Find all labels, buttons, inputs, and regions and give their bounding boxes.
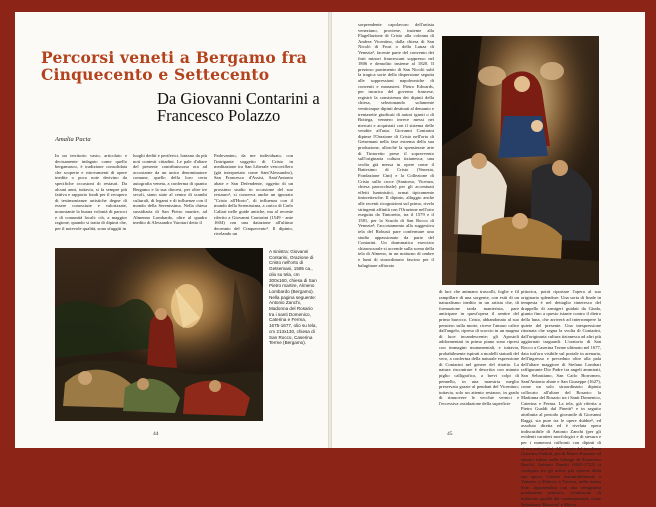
article-author: Amalia Pacia bbox=[55, 136, 91, 143]
painting-image bbox=[55, 248, 263, 421]
painting-caption: A sinistra: Giovanni Contarini, Orazione di Cristo nell'orto di Getsemani, 1595 ca., olio su tela, cm 300x160, chiesa di San Pietro martire, Almeno Lombardo (Bergamo). Nella pagina seguente: Antonio Zanchi, Madonna del Rosario tra i santi Domenico, Caterina e Ferma, 1675-1677, olio su tela, cm 213x130, chiesa di San Rocco, Caserina Terme (Bergamo). bbox=[269, 249, 317, 346]
body-column-3: Padovanino, da me individuato, con l'intrigante soggetto di Cristo in meditazione tra San Liberale vescoviflero (già interpretato come Sant'Alessandro), San Francesco d'Assisi, Sant'Antonio abate e San Defendente, oggetto di un prossimo studio in occasione del suo restauro¹, si conserva anche un ignorato "Cristo all'Horto", di influenza con il mondo della Serenissima, a carico di Carlo Caliari nelle guide antiche, ma al recente riferito a Giovanni Contarini (1549 - ante 1604) con una datazione all'ultimo decennio del Cinquecento². Il dipinto, rivelando un bbox=[214, 153, 293, 237]
body-column-6: pittorica, potrà riportare l'opera al suo originario splendore. Una sorta di finale in tempesta è nel dettaglio tinteresco del drappello di armigeri guidati da Giuda, giunto fino a questo istante contro il dietro della luna, che arriverà ad interrompere la quiete del presente. Una inespressione ritornata che segna la svolta di Contarini, dall'originaria cultura tizianesca ad altri più aggiornati traguardi. L'oratorio di San Rocco a Caserina Terme ultimato nel 1677, data tutt'ora visibile sul portale in arenaria, dell'ingresso e preceduto oltre alla pala dell'altare maggiore di Stefano Lombari raffigurante Dio Padre tra angeli ammirati, San Sebastiano, San Carlo Borromeo, Sant'Antonio abate e San Giuseppe (1627), come un solo straordinario dipinto collocato all'altare del Rosario: la Madonna del Rosario tra i Santi Domenico, Caterina e Ferma. La tela, già riferita a Pietro Gualdi dal Pinetti⁵ e in seguito attribuita al periodo giovanile di Giovanni Raggi, sia pure tra le opere dubbie⁶, ed assoluto diretta ed è rivelata opera indiscutibile di Antonio Zanchi (per gli evidenti caratteri morfologici e di stesura e per i numerosi raffronti con dipinti di sicura autografia). Alla morte del tavoliano Giacomo Padruli, poi di Marco Pozzone ed entrato infine nella bottega di Francesco Ruschi, Antonio Zanchi (1631-1722) si configura tra gli artisti più operosi della sua epoca. Lavorò instancabilmente a Venezia, a Padova, a Treviso, nella nostra Este, imponendosi con una vertiginosa produzione pittorica, riconoscita di inalterata qualità dai contemporanei, come Sebastiano Mazzoni⁷ e Marco bbox=[521, 289, 601, 507]
page-number-left: 44 bbox=[153, 431, 159, 437]
body-column-2: luoghi dediti e periferici, lontano da più noti contesti cittadini. Le pale d'altare del presente contribuiscono ora ad accostarne da un unico denominatore comune, quello della loro certa autografia veneta, a conferma di quanto Bergamo e la sua diocesi, per oltre tre secoli, siano state al centro di scambi culturali, di legami e di influenze con il mondo della Serenissima. Nella chiesa sussidiaria di San Pietro martire, ad Almenno Lombardo, oltre al quadro inedito di Alessandro Varotari detto il bbox=[133, 153, 207, 226]
painting-zanchi-madonna-rosario bbox=[442, 36, 599, 285]
article-kicker: Percorsi veneti a Bergamo fra Cinquecento e Settecento bbox=[41, 48, 307, 84]
article-title: Da Giovanni Contarini a Francesco Polazzo bbox=[157, 89, 320, 125]
page-number-right: 45 bbox=[447, 431, 453, 437]
body-column-1: In un territorio vasto, articolato e decisamente indagato come quello bergamasco, è tradizione consolidata che scoperte e ritrovamenti di opere inedite o poco note derivino da specifiche occasioni di restauri. Da alcuni anni, tuttavia, si fa sempre più fattiva e rapporto fondi per il recupero di testimonianze artistiche degne di essere conosciute e valorizzate, nonostante la buona volontà di parroci e di comunità locali: ciò, a maggior ragione, quando si tratta di dipinti che, per il notevole qualità, sono sfuggiti in bbox=[55, 153, 127, 231]
magazine-spread bbox=[15, 12, 645, 507]
painting-contarini-orazione bbox=[55, 248, 263, 421]
right-page bbox=[332, 12, 645, 507]
left-page bbox=[15, 12, 328, 448]
body-column-4: sorprendente capolavoro dell'artista veneziano, proviene, insieme alla Flagellazione di Cristo alla colonna di Andrea Vicentino, dalla chiesa di San Nicolò di Fruri o della Lanza di Venezia³, facente parte del convento dei frati minori francescani soppresso nel 1806 e demolito insieme al 1820. Il prezioso parrimento di San Nicolò subì la tragica sorte della dispersione seguita alle soppressioni napoleoniche di conventi e monasteri. Pietro Edwards, per incarico del governo francese, registrò la consistenza dei dipinti della chiesa, selezionando solamente venticinque dipinti destinati al demanio e trentasette giudicati di autori ignoti o di Bottega, vennero invece messi nei mercati e acquistati con il sistema delle vendite all'asta. Giovanni Contarini dipinse l'Orazione di Cristo nell'orto di Getsemani nella fase estrema della sua produzione, allorché la spensierate arte di Tintoretto prese il sopravvento sull'originaria cultura tizianesca; una svolta già messa in opere come il Battesimo di Cristo (Venezia, Fondazione Cini) e la Collezione di Cristo sulla croce (Santorso, Vicenza, chiesa parrocchiale) per gli accentuati effetti luministici, ormai tipicamente tintorettesche. Il dipinto, alluggio anche alle recenti ricognizioni sul primo, rivela stringenti affinità con l'Orazione nell'orto eseguita da Tintoretto, tra il 1579 e il 1581, per la Scuola di San Rocco di Venezia⁴; l'accostamento alla suggestiva tela del Robusti pare confermare uno studio appassionato da parte del Contarini. Un drammatico esercizio chiaroscurale si accende sulla scena della tela di Almeno, in un notturno di ombre e lumi di straordinario fascino per il balugìnare affiorato bbox=[358, 22, 434, 268]
body-column-5: di luci che animano trascolli, foglie e fil rampillare di una sorgente, con esiti di un naturalismo inedito in un artista che, di formazione tarda manierista, pare anticipare in quest'opera il sentire del primo barocco. Cristo, abbandonato al suo pensiero sulla morte, riceve l'amaro calice dall'angelo, ripreso di scorcio in un magma di luce incandescente; gli Apostoli addormentati in primo piano sono ripresi con immagini monumentali, e tuttavia, probabilmente ispirati a modelli statuali del vero, a conferma della naturale espressione di Contarini nel genere del ritratto. La natura riscontrare è descritta con minuto piglio calligrafico, a brevi colpi di pennello, in una maestria meglio preservata grazie al pendant del Vicentino; tuttavia, solo un attento restauro, in grado di rimuovere le vecchie vernici e l'eccessiva ossidazione della superficie bbox=[439, 289, 519, 406]
painting-image bbox=[442, 36, 599, 285]
